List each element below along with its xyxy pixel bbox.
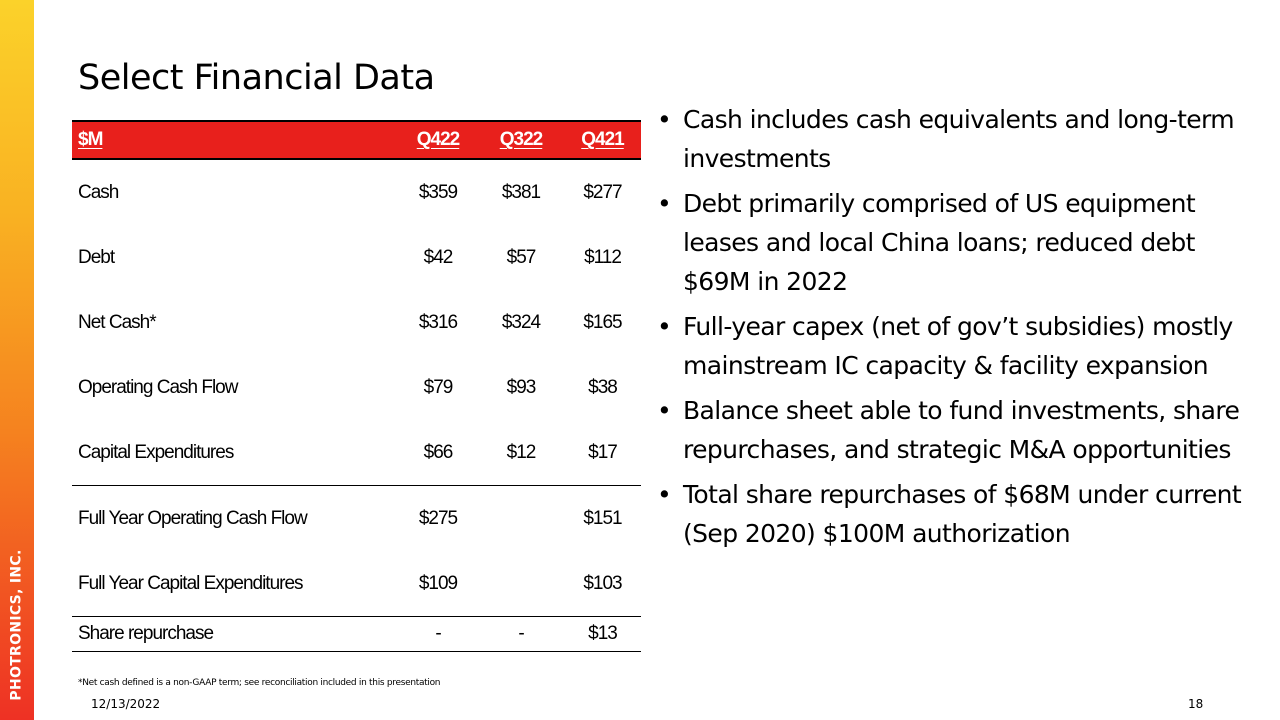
bullet-icon: • (657, 189, 672, 218)
cell-q322: $324 (501, 311, 541, 333)
header-q422: Q422 (416, 129, 460, 150)
bullet-text: Cash includes cash equivalents and long-term investments (683, 105, 1235, 173)
cell-q422: $79 (423, 376, 453, 398)
cell-q322: $12 (506, 441, 536, 463)
brand-label-wrap (4, 545, 30, 705)
cell-q322: $57 (506, 246, 536, 268)
bullet-icon: • (657, 312, 672, 341)
table-row (72, 355, 641, 420)
cell-q422: $275 (398, 486, 478, 552)
header-unit: $M (78, 129, 103, 150)
cell-q421: $165 (583, 311, 622, 333)
row-label: Share repurchase (72, 617, 398, 652)
cell-q422: $316 (418, 311, 458, 333)
cell-q322 (478, 486, 564, 552)
table-row (72, 617, 641, 652)
slide-date: 12/13/2022 (91, 697, 161, 711)
cell-q422: $109 (418, 572, 458, 594)
header-q421: Q421 (581, 129, 624, 150)
list-item (657, 307, 1257, 385)
page-number: 18 (1188, 697, 1204, 711)
bullet-text: Full-year capex (net of gov’t subsidies) mostly mainstream IC capacity & facility expansion (683, 312, 1233, 380)
cell-q421: $277 (583, 181, 622, 203)
cell-q421: $17 (588, 441, 617, 463)
row-label: Net Cash* (78, 311, 156, 333)
bullet-icon: • (657, 105, 672, 134)
list-item (657, 184, 1257, 301)
header-q322: Q322 (499, 129, 543, 150)
row-label: Operating Cash Flow (78, 376, 238, 398)
cell-q422: $42 (423, 246, 453, 268)
list-item (657, 100, 1257, 178)
footnote: *Net cash defined is a non-GAAP term; see reconciliation included in this presentation (78, 678, 441, 688)
financial-table (72, 120, 641, 652)
bullet-icon: • (657, 396, 672, 425)
bullet-text: Balance sheet able to fund investments, share repurchases, and strategic M&A opportunities (683, 396, 1240, 464)
table-row (72, 486, 641, 552)
table-row (72, 551, 641, 617)
cell-q322: $381 (501, 181, 541, 203)
slide-title: Select Financial Data (78, 58, 435, 98)
cell-q322: $93 (506, 376, 536, 398)
list-item (657, 475, 1257, 553)
table-row (72, 225, 641, 290)
table-row (72, 159, 641, 225)
cell-q322 (478, 551, 564, 617)
row-label: Full Year Operating Cash Flow (72, 486, 398, 552)
list-item (657, 391, 1257, 469)
row-label: Full Year Capital Expenditures (78, 572, 303, 594)
bullet-text: Debt primarily comprised of US equipment leases and local China loans; reduced debt $69M in 2022 (683, 189, 1196, 296)
table-row (72, 420, 641, 486)
bullet-list (657, 100, 1257, 559)
cell-q422: $359 (418, 181, 458, 203)
bullet-icon: • (657, 480, 672, 509)
table-header-row (72, 121, 641, 159)
brand-sidebar (0, 0, 34, 720)
cell-q421: $38 (588, 376, 617, 398)
cell-q421: $151 (564, 486, 641, 552)
cell-q421: $112 (584, 246, 621, 268)
row-label: Cash (78, 181, 119, 203)
bullet-text: Total share repurchases of $68M under current (Sep 2020) $100M authorization (683, 480, 1242, 548)
cell-q421: $103 (583, 572, 622, 594)
row-label: Capital Expenditures (78, 441, 234, 463)
row-label: Debt (78, 246, 115, 268)
cell-q422: - (398, 617, 478, 652)
cell-q421: $13 (564, 617, 641, 652)
cell-q422: $66 (423, 441, 453, 463)
company-name: PHOTRONICS, INC. (9, 549, 26, 701)
table-row (72, 290, 641, 355)
cell-q322: - (478, 617, 564, 652)
